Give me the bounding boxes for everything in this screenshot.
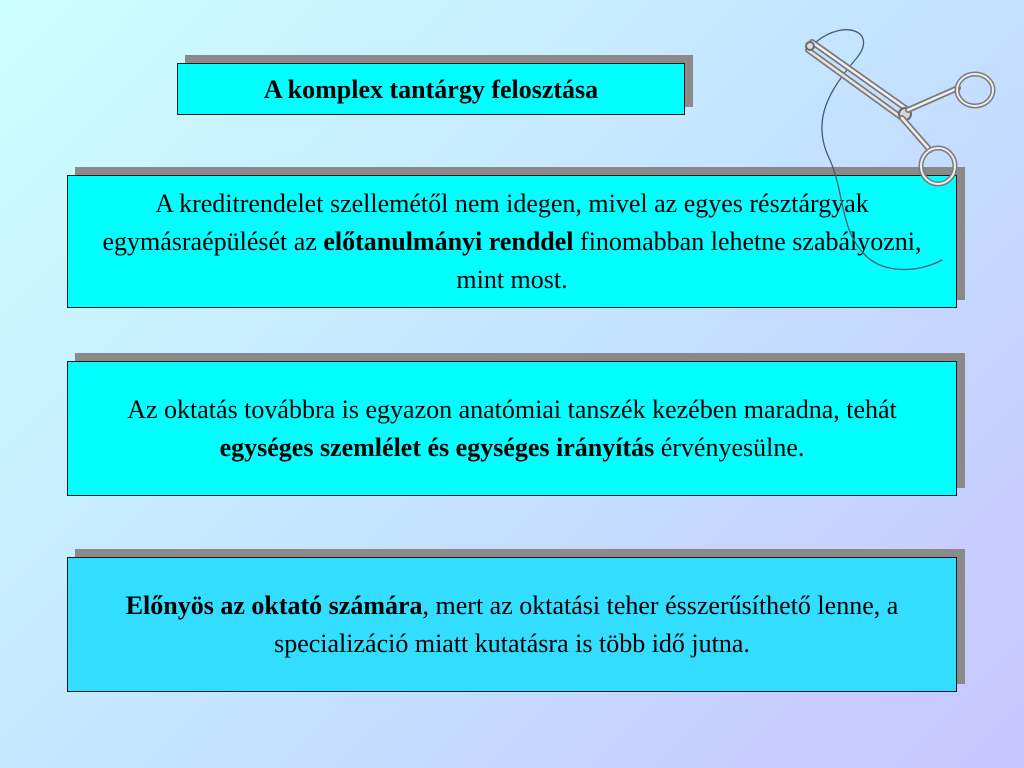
clamp-tip <box>806 42 814 50</box>
clamp-shank-lower-highlight <box>902 118 930 150</box>
text-box-2-text-end: érvényesülne. <box>654 432 805 462</box>
text-box-1-text-end: finomabban lehetne szabályozni, mint most. <box>456 226 922 294</box>
surgical-clamp-icon <box>790 20 1000 280</box>
clamp-shank-upper-highlight <box>908 88 958 110</box>
text-box-3-emphasis: Előnyös az oktató számára <box>125 590 423 620</box>
text-box-1-emphasis: előtanulmányi renddel <box>323 226 574 256</box>
slide-title: A komplex tantárgy felosztása <box>177 63 685 115</box>
text-box-3-content <box>78 587 946 663</box>
suture-thread <box>816 30 942 270</box>
clamp-ring-upper-highlight <box>957 74 993 106</box>
text-box-2-content <box>78 391 946 467</box>
text-box-2-text: Az oktatás továbbra is egyazon anatómiai tanszék kezében maradna, tehát <box>127 394 897 424</box>
text-box-2-emphasis: egységes szemlélet és egységes irányítás <box>219 432 655 462</box>
text-box-3-text-end: , mert az oktatási teher ésszerűsíthető lenne, a specializáció miatt kutatásra is több idő jutna. <box>274 590 899 658</box>
text-box-1-text: A kreditrendelet szellemétől nem idegen, mivel az egyes résztárgyak egymásraépülését az <box>102 188 869 256</box>
clamp-ring-lower-highlight <box>921 148 955 184</box>
text-box-2 <box>67 361 957 496</box>
text-box-3 <box>67 557 957 692</box>
